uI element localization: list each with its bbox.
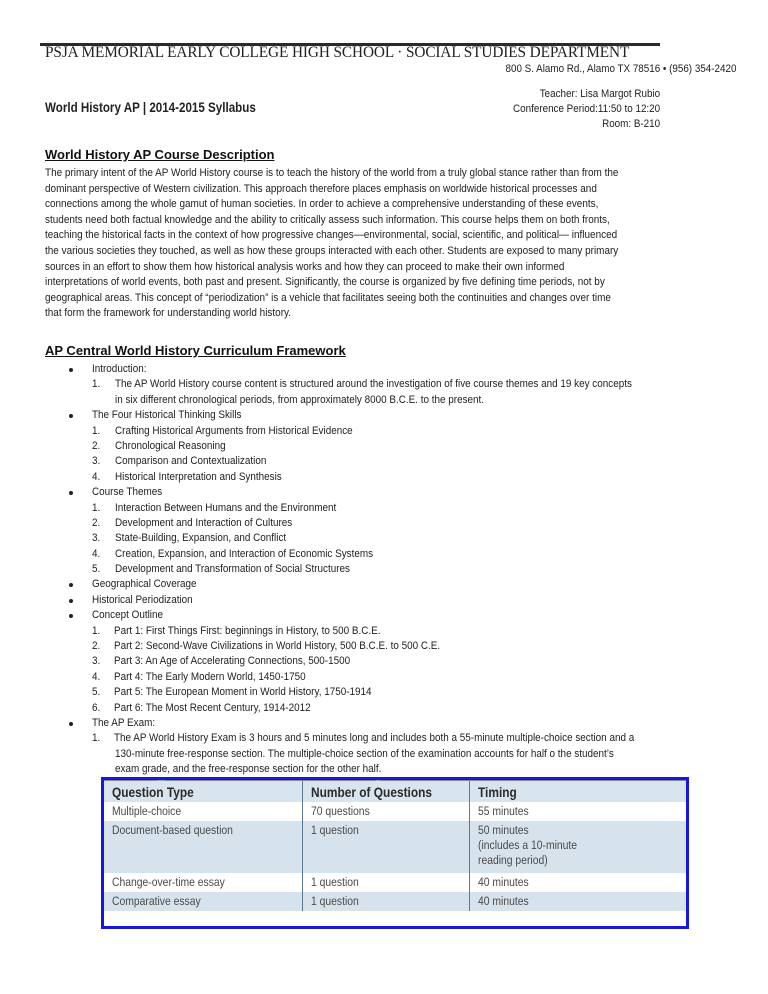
course-description-heading: World History AP Course Description xyxy=(45,147,275,162)
table-row xyxy=(104,802,686,821)
cell-number-of-questions: 1 question xyxy=(303,821,470,873)
cell-question-type: Document-based question xyxy=(104,821,303,873)
outline-bullet-ap-exam: The AP Exam: xyxy=(45,716,745,731)
outline-item: 1. Crafting Historical Arguments from Historical Evidence xyxy=(92,424,353,437)
bullet-icon xyxy=(69,599,73,603)
outline-bullet-geographical-coverage: Geographical Coverage xyxy=(45,577,745,592)
exam-table xyxy=(104,780,686,911)
cell-timing: 50 minutes (includes a 10-minute reading period) xyxy=(470,821,687,873)
cropped-caption-mark xyxy=(157,779,165,781)
outline-item: 2. Development and Interaction of Cultures xyxy=(92,516,293,529)
paragraph-line: dominant perspective of Western civilization. This approach therefore places emphasis on worldwide historical processes and xyxy=(45,182,597,195)
teacher-info xyxy=(513,87,660,133)
school-address: 800 S. Alamo Rd., Alamo TX 78516 • (956) 354-2420 xyxy=(505,63,736,75)
conference-period: Conference Period:11:50 to 12:20 xyxy=(512,103,660,116)
bullet-icon xyxy=(69,614,73,618)
table-row xyxy=(104,873,686,892)
paragraph-line: interpretations of world events, both past and present. Significantly, the course is organized by five defining time periods, not by xyxy=(45,276,605,289)
cell-number-of-questions: 1 question xyxy=(303,873,470,892)
outline-bullet-concept-outline: Concept Outline xyxy=(45,608,745,623)
cell-number-of-questions: 1 question xyxy=(303,892,470,911)
bullet-icon xyxy=(69,722,73,726)
cell-timing: 40 minutes xyxy=(470,873,687,892)
paragraph-line: geographical areas. This concept of “periodization” is a vehicle that facilitates seeing both the continuities and changes over time xyxy=(45,291,611,304)
paragraph-line: the various societies they touched, as well as how these groups interacted with each other. Students are exposed to many primary xyxy=(45,244,619,257)
table-header-row xyxy=(104,781,686,803)
outline-item: 1. The AP World History course content is structured around the investigation of five course themes and 19 key concepts xyxy=(92,378,632,391)
outline-item: 1. The AP World History Exam is 3 hours and 5 minutes long and includes both a 55-minute multiple-choice section and a xyxy=(92,732,635,745)
paragraph-line: sources in an effort to show them how historical analysis works and how they can proceed to make their own informed xyxy=(45,260,565,273)
exam-format-table xyxy=(101,777,689,929)
paragraph-line: The primary intent of the AP World History course is to teach the history of the world from a truly global stance rather than from the xyxy=(45,167,619,179)
bullet-icon xyxy=(69,414,73,418)
cell-question-type: Multiple-choice xyxy=(104,802,303,821)
outline-item: 1. Interaction Between Humans and the Environment xyxy=(92,501,337,514)
framework-heading: AP Central World History Curriculum Framework xyxy=(45,343,346,358)
course-description-paragraph xyxy=(45,166,745,322)
room-number: Room: B-210 xyxy=(601,118,660,131)
cell-question-type: Change-over-time essay xyxy=(104,873,303,892)
outline-item: 5. Part 5: The European Moment in World History, 1750-1914 xyxy=(92,686,372,699)
outline-item: 3. Part 3: An Age of Accelerating Connections, 500-1500 xyxy=(92,655,351,668)
bullet-icon xyxy=(69,583,73,587)
cropped-caption-mark xyxy=(376,779,380,781)
outline-bullet-historical-periodization: Historical Periodization xyxy=(45,593,745,608)
cell-timing: 55 minutes xyxy=(470,802,687,821)
outline-item: 4. Part 4: The Early Modern World, 1450-1750 xyxy=(92,670,306,683)
table-row xyxy=(104,892,686,911)
outline-item-continuation: in six different chronological periods, from approximately 8000 B.C.E. to the present. xyxy=(115,393,485,406)
paragraph-line: teaching the historical facts in the context of how progressive changes—environmental, social, scientific, and political— influenced xyxy=(45,229,618,242)
table-row xyxy=(104,821,686,873)
syllabus-title: World History AP | 2014-2015 Syllabus xyxy=(45,100,256,115)
column-header-timing: Timing xyxy=(470,781,687,803)
outline-item-continuation: 130-minute free-response section. The multiple-choice section of the examination accounts for half o the student’s xyxy=(115,747,614,760)
outline-item: 2. Part 2: Second-Wave Civilizations in World History, 500 B.C.E. to 500 C.E. xyxy=(92,640,441,653)
outline-item: 1. Part 1: First Things First: beginnings in History, to 500 B.C.E. xyxy=(92,624,381,637)
outline-item-continuation: exam grade, and the free-response section for the other half. xyxy=(115,763,382,776)
outline-item: 5. Development and Transformation of Social Structures xyxy=(92,563,350,576)
cell-timing: 40 minutes xyxy=(470,892,687,911)
bullet-icon xyxy=(69,368,73,372)
outline-item: 2. Chronological Reasoning xyxy=(92,439,226,452)
cell-question-type: Comparative essay xyxy=(104,892,303,911)
school-department-line: PSJA MEMORIAL EARLY COLLEGE HIGH SCHOOL · SOCIAL STUDIES DEPARTMENT xyxy=(45,44,630,61)
outline-item: 3. Comparison and Contextualization xyxy=(92,455,267,468)
paragraph-line: connections among the whole gamut of human societies. In order to achieve a comprehensive understanding of these events, xyxy=(45,198,599,211)
outline-item: 4. Historical Interpretation and Synthesis xyxy=(92,470,282,483)
outline-bullet-introduction: Introduction: xyxy=(45,362,745,377)
outline-bullet-course-themes: Course Themes xyxy=(45,485,745,500)
outline-item: 6. Part 6: The Most Recent Century, 1914-2012 xyxy=(92,701,311,714)
framework-outline xyxy=(45,362,745,778)
paragraph-line: that form the framework for understanding world history. xyxy=(45,307,292,320)
outline-item: 4. Creation, Expansion, and Interaction of Economic Systems xyxy=(92,547,374,560)
column-header-question-type: Question Type xyxy=(104,781,303,803)
cell-number-of-questions: 70 questions xyxy=(303,802,470,821)
paragraph-line: students need both factual knowledge and the ability to critically assess such information. This course helps them on both fronts, xyxy=(45,213,610,226)
teacher-name: Teacher: Lisa Margot Rubio xyxy=(539,88,660,100)
column-header-number-of-questions: Number of Questions xyxy=(303,781,470,803)
bullet-icon xyxy=(69,491,73,495)
outline-bullet-thinking-skills: The Four Historical Thinking Skills xyxy=(45,408,745,423)
outline-item: 3. State-Building, Expansion, and Conflict xyxy=(92,532,287,545)
